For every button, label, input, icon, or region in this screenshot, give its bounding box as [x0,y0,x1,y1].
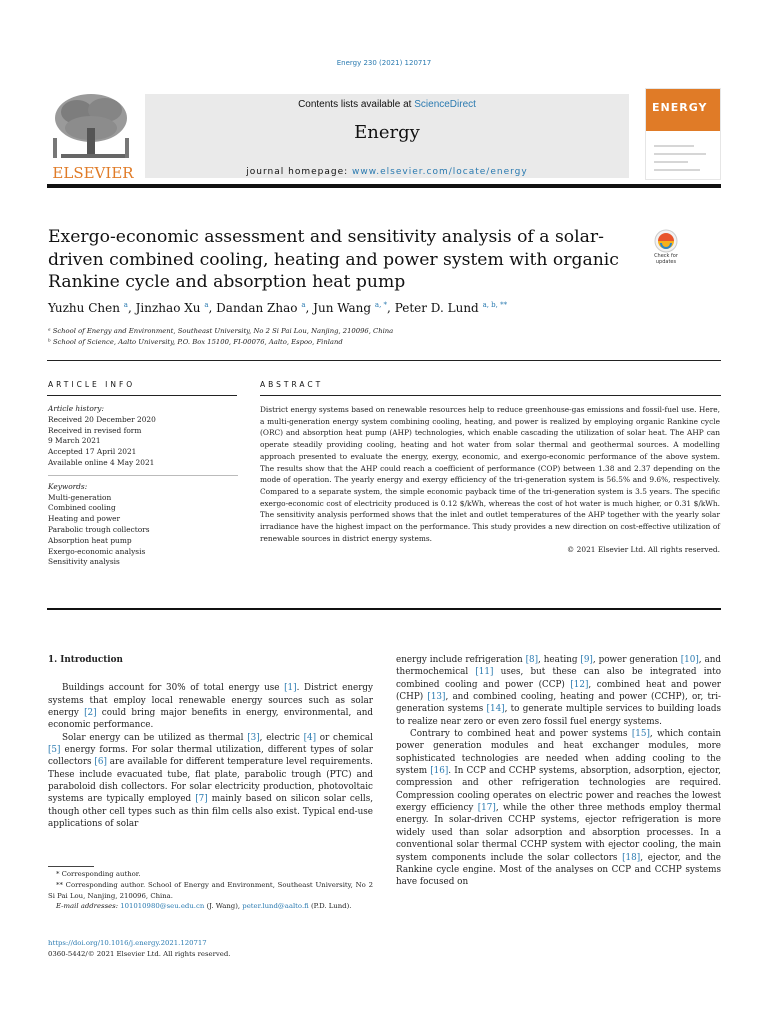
contents-prefix: Contents lists available at [298,99,415,110]
check-for-updates-badge[interactable] [647,229,685,267]
author-name[interactable]: Jinzhao Xu [135,301,201,315]
keyword-item: Absorption heat pump [48,535,132,545]
history-item: Accepted 17 April 2021 [48,447,137,457]
section-heading: 1. Introduction [48,655,123,665]
info-separator [48,475,238,476]
page-footer [48,938,230,960]
history-item: Available online 4 May 2021 [48,457,155,467]
journal-header [47,88,721,182]
abstract [260,404,720,556]
reference-link[interactable]: [9] [580,655,593,665]
body-column-right [396,654,721,889]
author-list: Yuzhu Chen $^a$, Jinzhao Xu $^a$, Dandan Zhao $^a$, Jun Wang $^{a, *}$, Peter D. Lund $^{a, b, **}$ [48,301,508,315]
homepage-line [145,167,629,177]
history-item: Received 20 December 2020 [48,414,156,424]
reference-link[interactable]: [8] [525,655,539,665]
body-paragraph: energy include refrigeration [8], heating [9], power generation [10], and thermochemical [11] uses, but these can also be integrated into combined cooling and power (CCP) [12], combined heat and power (CHP) [13], and combined cooling, heating and power (CCHP), or, tri-generation systems [14], to generate multiple services to building loads to realize near zero or even zero fossil fuel energy systems. [396,655,722,727]
reference-link[interactable]: [14] [486,704,505,715]
keyword-item: Heating and power [48,514,121,524]
author-affiliation-mark[interactable]: a [123,301,128,309]
reference-link[interactable]: [2] [84,708,97,719]
reference-link[interactable]: [15] [631,729,650,740]
footnote-corresponding-2: ** Corresponding author. School of Energy and Environment, Southeast University, No 2 Si Pai Lou, Nanjing, 210096, China. [48,880,373,900]
footnote-emails [48,901,373,912]
article-title: Exergo-economic assessment and sensitivity analysis of a solar-driven combined cooling, heating and power system with organic Rankine cycle and absorption heat pump [48,227,619,292]
contents-line [145,99,629,110]
reference-link[interactable]: [12] [570,679,589,690]
journal-title: Energy [354,122,420,143]
footnotes [48,869,373,912]
keyword-list [48,493,238,569]
homepage-prefix: journal homepage: [246,167,353,177]
reference-link[interactable]: [17] [477,803,496,814]
abstract-heading: ABSTRACT [260,380,324,389]
header-rule [47,184,721,188]
email-owner-wang: (J. Wang), [206,902,241,911]
body-paragraph: Contrary to combined heat and power systems [15], which contain power generation modules and heat exchanger modules, more sophisticated technologies are needed when adding cooling to the system [16]. In CCP and CCHP systems, absorption, adsorption, ejector, compression and other refrigeration technologies are required. Compression cooling operates on electric power and reaches the lowest exergy efficiency [17], while the other three methods employ thermal energy. In solar-driven CCHP systems, ejector refrigeration is more widely used than solar adsorption and absorption processes. In a conventional solar thermal CCHP system with ejector cooling, the main system components include the solar collectors [18], ejector, and the Rankine cycle engine. Most of the analyses on CCP and CCHP systems have focused on [396,729,721,888]
journal-citation[interactable]: Energy 230 (2021) 120717 [336,59,432,67]
author-affiliation-mark[interactable]: a, * [374,301,388,309]
check-updates-icon [647,229,685,253]
body-paragraph: Solar energy can be utilized as thermal [3], electric [4] or chemical [5] energy forms. For solar thermal utilization, different types of solar collectors [6] are available for different temperature level requirements. These include evacuated tube, flat plate, parabolic trough (PTC) and paraboloid dish collectors. For solar electricity production, photovoltaic systems are typically employed [7] mainly based on silicon solar cells, though other cell types such as thin film cells also exist. Typical end-use applications of solar [48,732,374,830]
reference-link[interactable]: [1] [284,683,297,694]
journal-banner [145,94,629,178]
footnote-corresponding-1: * Corresponding author. [56,870,141,878]
author-affiliation-mark[interactable]: a [204,301,209,309]
abstract-copyright: © 2021 Elsevier Ltd. All rights reserved. [566,545,720,555]
reference-link[interactable]: [18] [622,852,641,863]
reference-link[interactable]: [4] [303,732,317,743]
elsevier-tree-icon [47,88,139,182]
keyword-item: Multi-generation [48,492,112,502]
author-name[interactable]: Yuzhu Chen [48,301,120,315]
email-link-lund[interactable]: peter.lund@aalto.fi [242,902,309,911]
homepage-link[interactable]: www.elsevier.com/locate/energy [352,167,528,177]
author-name[interactable]: Jun Wang [313,301,372,315]
history-item: Received in revised form [48,425,142,435]
keyword-item: Sensitivity analysis [48,557,120,567]
left-paragraphs [48,682,373,830]
keyword-item: Combined cooling [48,503,116,513]
cover-title: ENERGY [652,101,708,114]
history-label: Article history: [48,404,104,413]
author-name[interactable]: Dandan Zhao [216,301,298,315]
body-column-left [48,654,373,830]
keywords-label: Keywords: [48,481,88,491]
abstract-end-rule [47,608,721,610]
elsevier-logo [47,88,139,182]
footnote-rule [48,866,94,867]
affiliation-b: ᵇ School of Science, Aalto University, P.O. Box 15100, FI-00076, Aalto, Espoo, Finland [48,338,343,346]
affiliation-a: ᵃ School of Energy and Environment, Southeast University, No 2 Si Pai Lou, Nanjing, 210096, China [48,327,394,335]
reference-link[interactable]: [5] [48,745,61,756]
journal-cover-thumbnail[interactable] [645,88,721,180]
history-list [48,415,238,469]
info-rule [47,395,237,396]
keyword-item: Parabolic trough collectors [48,524,150,534]
reference-link[interactable]: [10] [680,655,699,665]
author-affiliation-mark[interactable]: a, b, ** [482,301,508,309]
affiliation-rule [47,360,721,361]
sciencedirect-link[interactable]: ScienceDirect [414,99,476,110]
history-item: 9 March 2021 [48,436,101,446]
abstract-rule [260,395,721,396]
reference-link[interactable]: [13] [427,692,446,703]
right-paragraphs [396,654,721,889]
email-label: E-mail addresses: [56,902,119,911]
issn-line: 0360-5442/© 2021 Elsevier Ltd. All rights reserved. [48,949,231,958]
reference-link[interactable]: [7] [195,794,208,805]
body-paragraph: Buildings account for 30% of total energy use [1]. District energy systems that employ local renewable energy sources such as solar energy [2] could bring major benefits in energy, environmental, and economic performance. [48,683,373,731]
doi-link[interactable]: https://doi.org/10.1016/j.energy.2021.120717 [48,939,207,947]
author-name[interactable]: Peter D. Lund [394,301,479,315]
keyword-item: Exergo-economic analysis [48,546,146,556]
reference-link[interactable]: [11] [475,667,494,678]
reference-link[interactable]: [16] [430,766,449,777]
article-info [48,404,238,568]
check-updates-label: Check for updates [654,253,678,265]
email-link-wang[interactable]: 101010980@seu.edu.cn [120,902,205,911]
publisher-name: ELSEVIER [52,164,134,182]
abstract-text: District energy systems based on renewable resources help to reduce greenhouse-gas emissions and fossil-fuel use. Here, a multi-generation energy system combining cooling, heating, and power is realized by employing organic Rankine cycle (ORC) and absorption heat pump (AHP) technologies, which enable cascading the utilization of solar heat. The AHP can operate steadily providing cooling, heating and hot water from solar thermal and geothermal sources. A modelling approach presented to evaluate the energy, exergy, economic, and exergo-economic performance of the above system. The results show that the AHP could reach a coefficient of performance (COP) between 1.38 and 2.37 depending on the mode of operation. The yearly energy and exergy efficiency of the tri-generation system is 56.5% and 9.6%, respectively. Compared to a separate system, the simple economic payback time of the tri-generation system is 3.5 years. The specific exergo-economic cost of electricity produced is 0.12 $/kWh, whereas the cost of hot water is much higher, or 0.31 $/kWh. The sensitivity analysis performed shows that the inlet and outlet temperatures of the AHP together with the yearly solar irradiance have the highest impact on the performance. This study provides a new direction on cost-effective utilization of renewable sources in district energy systems. [260,405,720,543]
email-owner-lund: (P.D. Lund). [310,902,352,911]
article-info-heading: ARTICLE INFO [48,380,136,389]
reference-link[interactable]: [3] [247,732,260,743]
reference-link[interactable]: [6] [94,757,107,768]
author-affiliation-mark[interactable]: a [301,301,306,309]
